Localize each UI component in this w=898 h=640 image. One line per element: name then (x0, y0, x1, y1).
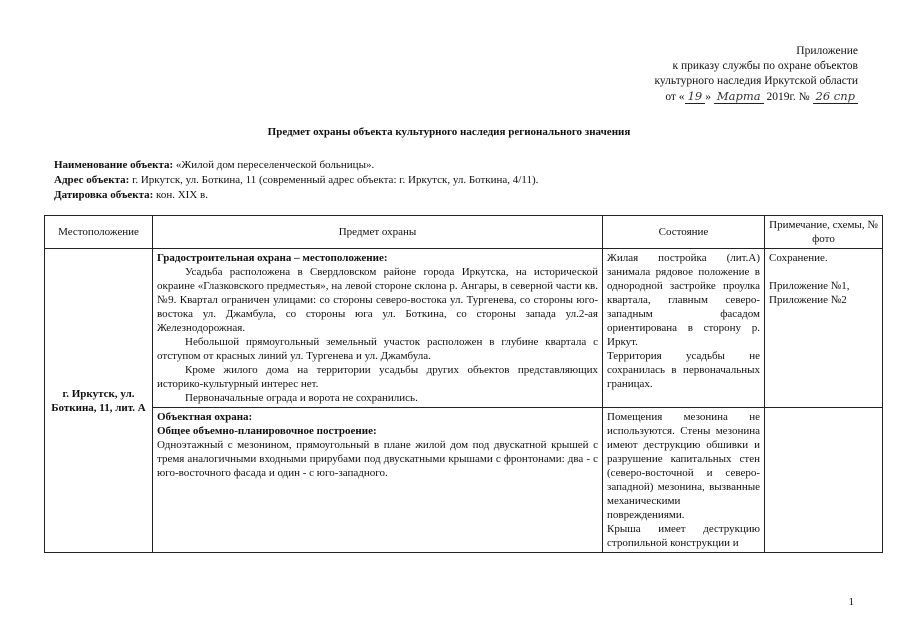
object-p1: Одноэтажный с мезонином, прямоугольный в плане жилой дом под двускатной крышей с тремя аналогичными входными прирубами под двускатными крышами с фронтонами: два - с юго-восточного фасада и один - с юго-западного. (157, 439, 598, 479)
appendix-line1: Приложение (796, 45, 858, 57)
object-meta (54, 158, 538, 203)
urban-heading: Градостроительная охрана – местоположение: (157, 252, 388, 264)
subject-cell-urban (153, 249, 603, 408)
object-date (54, 188, 538, 203)
page-number: 1 (848, 596, 854, 608)
urban-p2: Небольшой прямоугольный земельный участок расположен в глубине квартала с отступом от красных линий ул. Тургенева и ул. Джамбула. (157, 336, 598, 362)
object-heading2: Общее объемно-планировочное построение: (157, 425, 377, 437)
urban-p3: Кроме жилого дома на территории усадьбы других объектов представляющих историко-культурный интерес нет. (157, 364, 598, 390)
urban-p1: Усадьба расположена в Свердловском районе города Иркутска, на исторической окраине «Глазковского предместья», на левой стороне склона р. Ангары, в северной части кв.№9. Квартал ограничен улицами: со стороны северо-востока ул. Тургенева, со стороны юго-востока ул. Джамбула, со стороны юга ул. Боткина, со стороны запада ул.2-ая Железнодорожная. (157, 266, 598, 334)
object-state2: Крыша имеет деструкцию стропильной конструкции и (607, 523, 760, 549)
date-year: 2019г. № (766, 91, 810, 103)
date-value: кон. XIX в. (156, 189, 208, 201)
date-label: Датировка объекта: (54, 189, 154, 201)
table-row (45, 408, 883, 553)
notes-cell-object (765, 408, 883, 553)
subject-cell-object (153, 408, 603, 553)
header-state: Состояние (603, 216, 765, 249)
name-label: Наименование объекта: (54, 159, 174, 171)
object-address (54, 173, 538, 188)
page-title: Предмет охраны объекта культурного наследия регионального значения (267, 126, 631, 138)
notes-cell-urban (765, 249, 883, 408)
urban-state2: Территория усадьбы не сохранилась в первоначальных границах. (607, 350, 760, 390)
header-subject: Предмет охраны (153, 216, 603, 249)
date-number: 26 спр (813, 89, 859, 104)
date-prefix: от « (665, 91, 685, 103)
header-notes: Примечание, схемы, № фото (765, 216, 883, 249)
date-mid: » (705, 91, 711, 103)
appendix-line2: к приказу службы по охране объектов (672, 60, 858, 72)
date-day: 19 (685, 89, 706, 104)
object-name (54, 158, 538, 173)
object-heading1: Объектная охрана: (157, 411, 253, 423)
urban-note1: Сохранение. (769, 252, 828, 264)
appendix-date (655, 89, 859, 105)
header-location: Местоположение (45, 216, 153, 249)
appendix-line3: культурного наследия Иркутской области (654, 75, 858, 87)
date-month: Марта (714, 89, 764, 104)
table-row (45, 249, 883, 408)
appendix-block (655, 44, 859, 105)
state-cell-object (603, 408, 765, 553)
urban-p4: Первоначальные ограда и ворота не сохранились. (185, 392, 418, 404)
object-state1: Помещения мезонина не используются. Стены мезонина имеют деструкцию обшивки и разрушение капитальных стен (северо-восточной и северо-западной) мезонина, вызванные механическими повреждениями. (607, 411, 760, 521)
table-header-row (45, 216, 883, 249)
address-value: г. Иркутск, ул. Боткина, 11 (современный адрес объекта: г. Иркутск, ул. Боткина, 4/11). (132, 174, 539, 186)
urban-state1: Жилая постройка (лит.А) занимала рядовое положение в однородной застройке проулка квартала, главным северо-западным фасадом ориентирована в сторону р. Иркут. (607, 252, 760, 348)
address-label: Адрес объекта: (54, 174, 130, 186)
protection-table (44, 215, 883, 553)
state-cell-urban (603, 249, 765, 408)
name-value: «Жилой дом переселенческой больницы». (175, 159, 375, 171)
urban-note2: Приложение №1, Приложение №2 (769, 280, 850, 306)
location-cell: г. Иркутск, ул. Боткина, 11, лит. А (45, 249, 153, 553)
